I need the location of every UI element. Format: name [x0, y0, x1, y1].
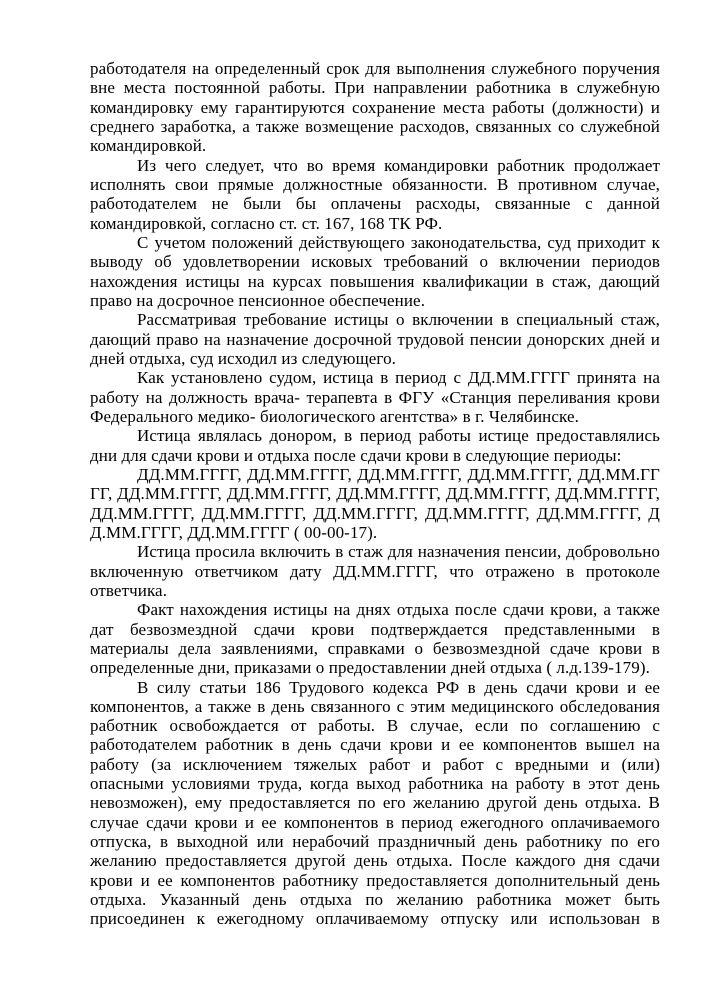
paragraph: Как установлено судом, истица в период с ДД.ММ.ГГГГ принята на работу на должность врача- терапевта в ФГУ «Станция переливания крови Федерального медико- биологического агентства» в г. Челябинске.	[90, 368, 660, 426]
paragraph: Истица являлась донором, в период работы истице предоставлялись дни для сдачи крови и отдыха после сдачи крови в следующие периоды:	[90, 426, 660, 465]
paragraph: Факт нахождения истицы на днях отдыха после сдачи крови, а также дат безвозмездной сдачи крови подтверждается представленными в материалы дела заявлениями, справками о безвозмездной сдаче крови в определенные дни, приказами о предоставлении дней отдыха ( л.д.139-179).	[90, 600, 660, 678]
paragraph-cut-by-page-end: В силу статьи 186 Трудового кодекса РФ в день сдачи крови и ее компонентов, а также в день связанного с этим медицинского обследования работник освобождается от работы. В случае, если по соглашению с работодателем работник в день сдачи крови и ее компонентов вышел на работу (за исключением тяжелых работ и работ с вредными и (или) опасными условиями труда, когда выход работника на работу в этот день невозможен), ему предоставляется по его желанию другой день отдыха. В случае сдачи крови и ее компонентов в период ежегодного оплачиваемого отпуска, в выходной или нерабочий праздничный день работнику по его желанию предоставляется другой день отдыха. После каждого дня сдачи крови и ее компонентов работнику предоставляется дополнительный день отдыха. Указанный день отдыха по желанию работника может быть присоединен к ежегодному оплачиваемому отпуску или использован в	[90, 677, 660, 929]
paragraph-continuation: работодателя на определенный срок для выполнения служебного поручения вне места постоянной работы. При направлении работника в служебную командировку ему гарантируются сохранение места работы (должности) и среднего заработка, а также возмещение расходов, связанных со служебной командировкой.	[90, 59, 660, 156]
paragraph: Рассматривая требование истицы о включении в специальный стаж, дающий право на назначение досрочной трудовой пенсии донорских дней и дней отдыха, суд исходил из следующего.	[90, 310, 660, 368]
paragraph-donor-dates-list: ДД.ММ.ГГГГ, ДД.ММ.ГГГГ, ДД.ММ.ГГГГ, ДД.ММ.ГГГГ, ДД.ММ.ГГГГ, ДД.ММ.ГГГГ, ДД.ММ.ГГГГ, ДД.ММ.ГГГГ, ДД.ММ.ГГГГ, ДД.ММ.ГГГГ, ДД.ММ.ГГГГ, ДД.ММ.ГГГГ, ДД.ММ.ГГГГ, ДД.ММ.ГГГГ, ДД.ММ.ГГГГ, ДД.ММ.ГГГГ, ДД.ММ.ГГГГ ( 00-00-17).	[90, 464, 660, 542]
paragraph: С учетом положений действующего законодательства, суд приходит к выводу об удовлетворении исковых требований о включении периодов нахождения истицы на курсах повышения квалификации в стаж, дающий право на досрочное пенсионное обеспечение.	[90, 232, 660, 310]
paragraph: Истица просила включить в стаж для назначения пенсии, добровольно включенную ответчиком дату ДД.ММ.ГГГГ, что отражено в протоколе ответчика.	[90, 542, 660, 600]
paragraph: Из чего следует, что во время командировки работник продолжает исполнять свои прямые должностные обязанности. В противном случае, работодателем не были бы оплачены расходы, связанные с данной командировкой, согласно ст. ст. 167, 168 ТК РФ.	[90, 155, 660, 233]
